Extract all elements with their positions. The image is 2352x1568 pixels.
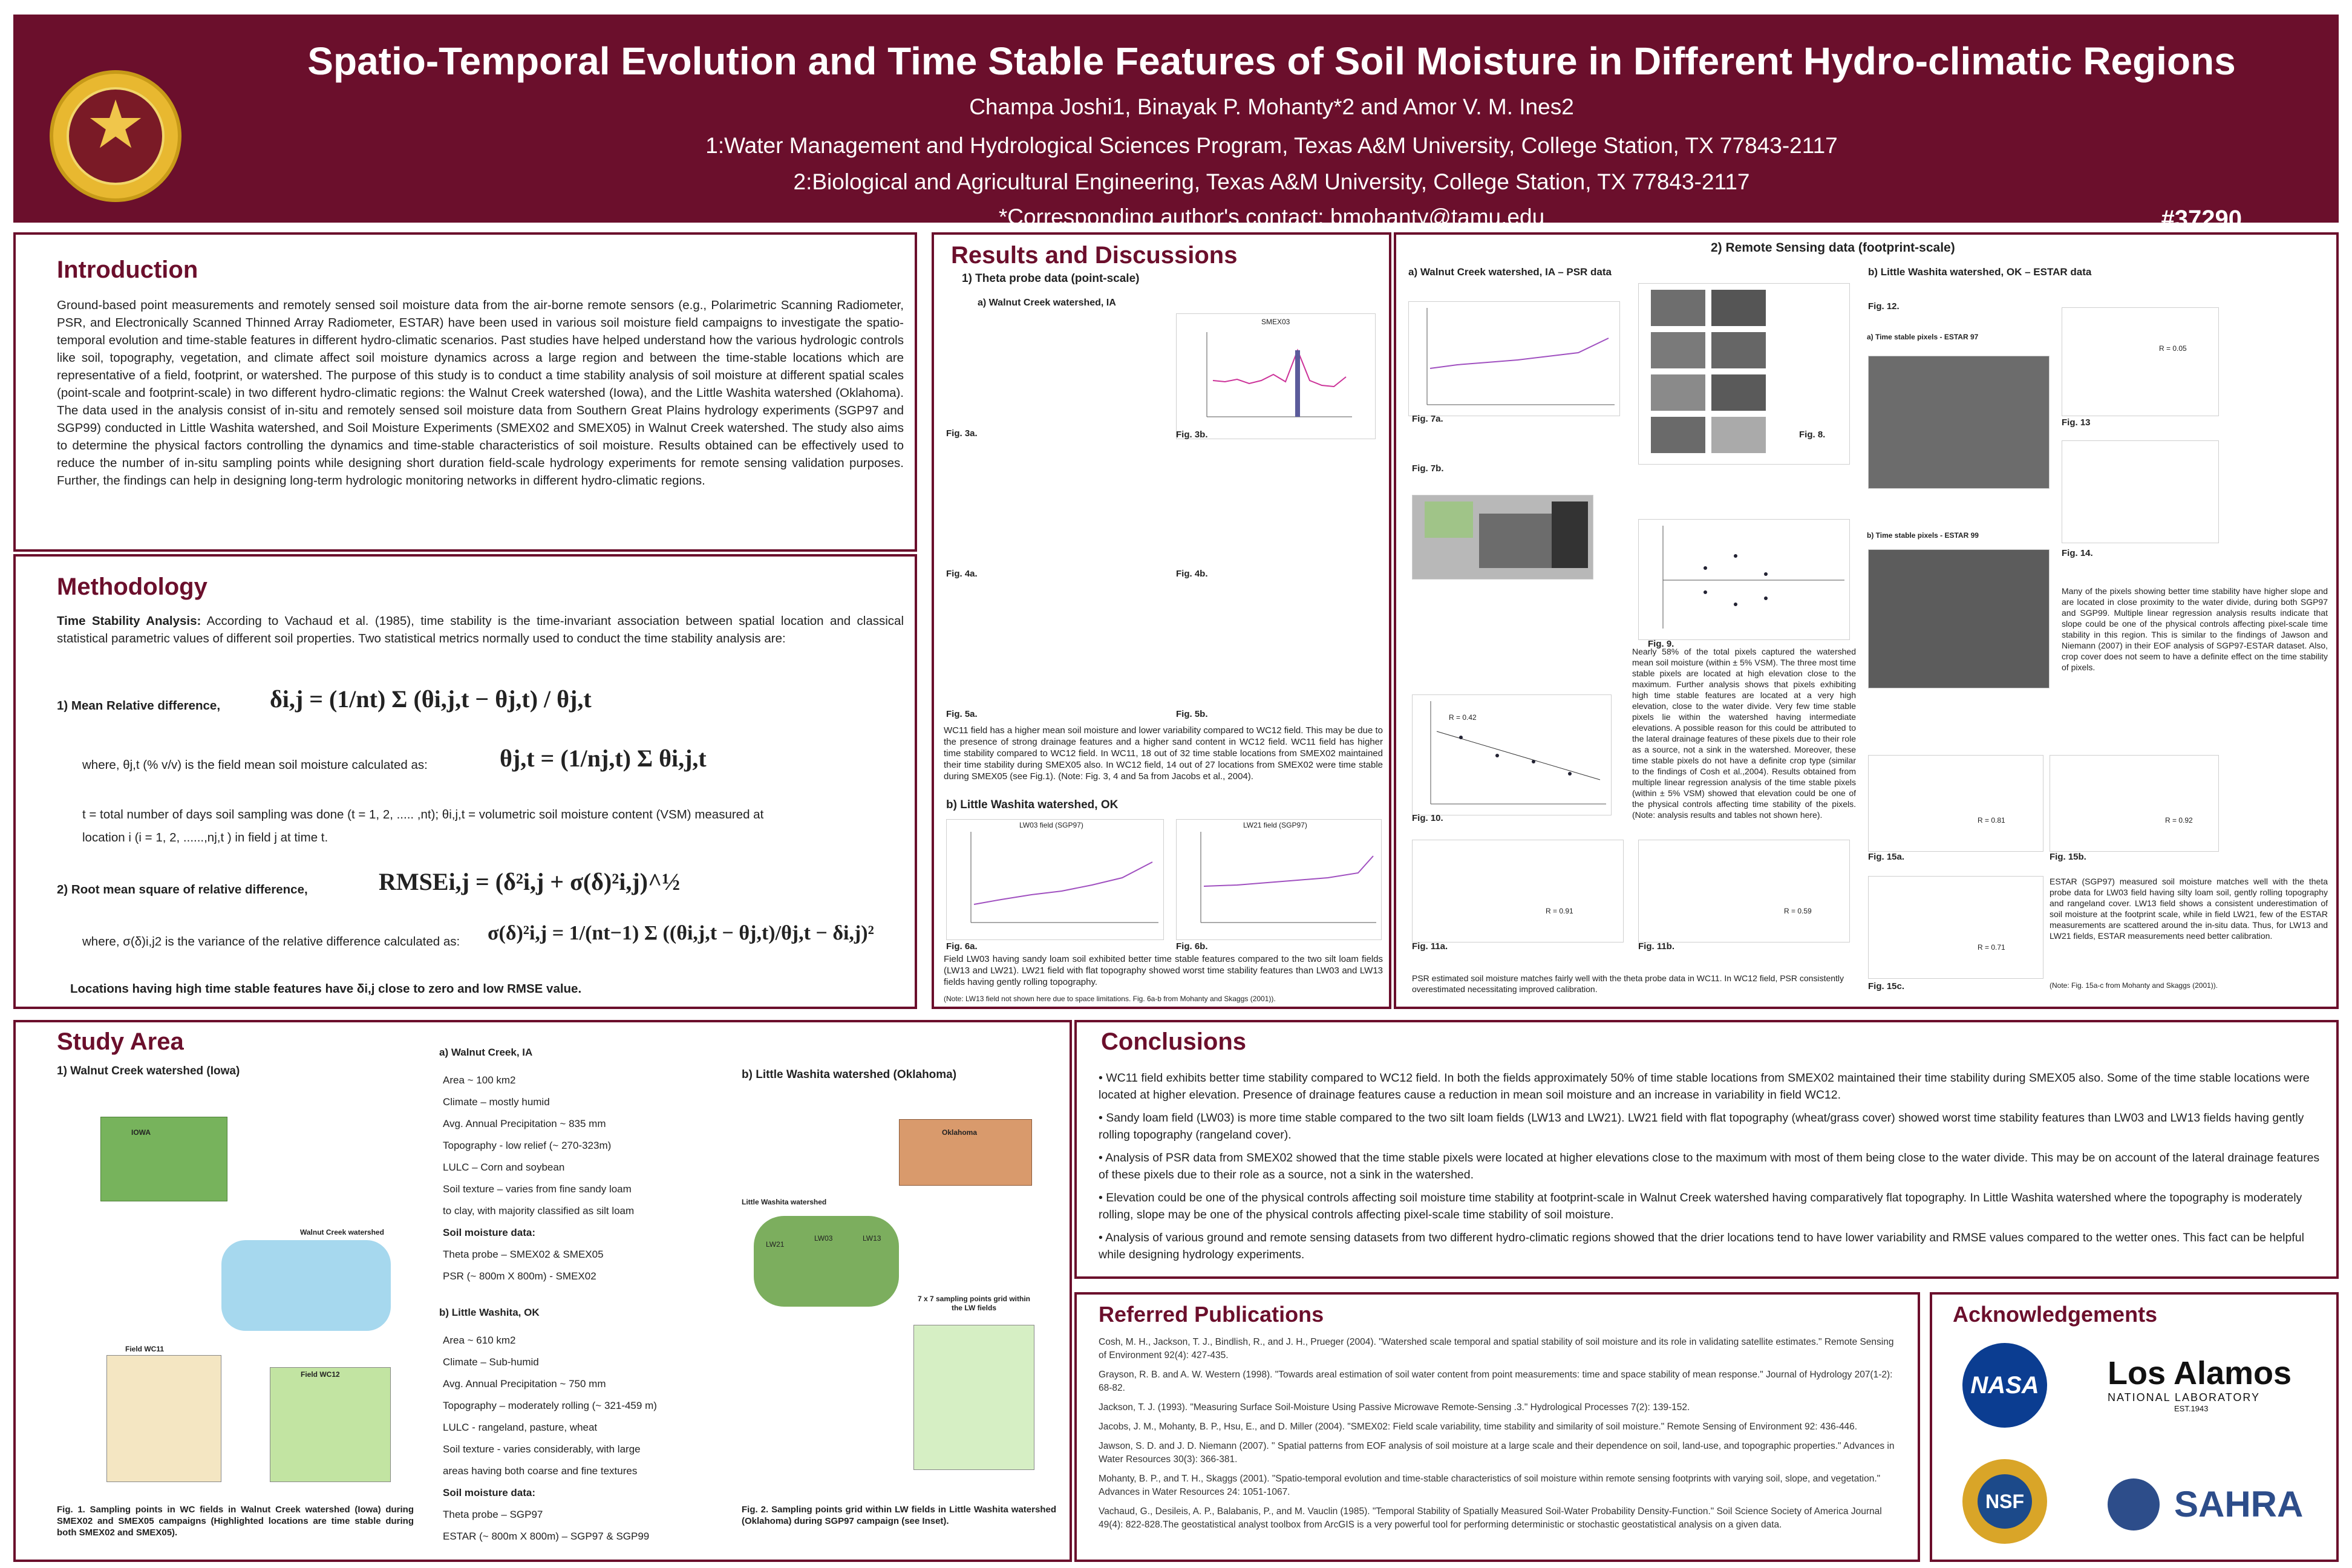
star-icon: ★ <box>85 88 146 162</box>
acknowledgements-panel <box>1930 1292 2339 1562</box>
washita-fact: Soil texture - varies considerably, with large <box>443 1443 641 1455</box>
fig-11a-chart: R = 0.91 <box>1412 840 1624 942</box>
conclusions-list <box>1099 1070 2327 1269</box>
fig-11a-label: Fig. 11a. <box>1412 941 1448 952</box>
estar-heading: b) Little Washita watershed, OK – ESTAR data <box>1868 266 2092 278</box>
walnut-creek-map-label: Walnut Creek watershed <box>300 1228 384 1236</box>
los-alamos-logo: Los Alamos NATIONAL LABORATORY EST.1943 <box>2108 1355 2292 1413</box>
conclusions-panel <box>1074 1020 2339 1279</box>
fig-9-chart <box>1638 519 1850 640</box>
reference-item: Jawson, S. D. and J. D. Niemann (2007). " Spatial patterns from EOF analysis of soil moisture at a large scale and their dependence on soil, land-use, and topographic properties." Advances in Water Resources 30(3): 366-381. <box>1099 1441 1895 1465</box>
washita-fact: areas having both coarse and fine textures <box>443 1465 638 1477</box>
psr-text-2: PSR estimated soil moisture matches fairly well with the theta probe data in WC11. In WC12 field, PSR consistently overestimated necessitating improved calibration. <box>1412 973 1844 994</box>
washita-fact: ESTAR (~ 800m X 800m) – SGP97 & SGP99 <box>443 1530 650 1542</box>
fig-13-chart: R = 0.05 <box>2062 307 2219 416</box>
results-text-2: Field LW03 having sandy loam soil exhibited better time stable features compared to the two silt loam fields (LW13 and LW21). LW21 field with flat topography showed worst time stability features than LW03 and LW13 fields having gently rolling topography. <box>944 954 1383 987</box>
fig-15a-label: Fig. 15a. <box>1868 852 1905 862</box>
fig-15a-chart: R = 0.81 <box>1868 755 2043 852</box>
fig-15b-chart: R = 0.92 <box>2050 755 2219 852</box>
washita-fact: Avg. Annual Precipitation ~ 750 mm <box>443 1378 606 1390</box>
conclusion-item: • Analysis of various ground and remote sensing datasets from two different hydro-climatic regions showed that the drier locations tend to have lower variability and RMSE values compared to the wetter ones. This fact can be helpful while designing hydrology experiments. <box>1099 1231 2304 1261</box>
oklahoma-map: Oklahoma <box>899 1119 1032 1186</box>
reference-item: Jacobs, J. M., Mohanty, B. P., Hsu, E., and D. Miller (2004). "SMEX02: Field scale variability, time stability and similarity of soil moisture." Remote Sensing of Environment 92: 436-446. <box>1099 1422 1858 1432</box>
fig-8-label: Fig. 8. <box>1799 430 1826 440</box>
walnut-creek-heading: a) Walnut Creek watershed, IA <box>978 298 1116 308</box>
authors: Champa Joshi1, Binayak P. Mohanty*2 and Amor V. M. Ines2 <box>969 94 1574 119</box>
smex03-chart: SMEX03 <box>1176 313 1376 439</box>
poster-header <box>13 15 2339 232</box>
variance-definition: where, σ(δ)i,j2 is the variance of the relative difference calculated as: <box>82 935 460 949</box>
formula-mean-relative-difference: δi,j = (1/nt) Σ (θi,j,t − θj,t) / θj,t <box>270 685 592 713</box>
fig-10-label: Fig. 10. <box>1412 813 1443 823</box>
reference-item: Cosh, M. H., Jackson, T. J., Bindlish, R., and J. H., Prueger (2004). "Watershed scale temporal and spatial stability of soil moisture and its role in validating satellite estimates." Remote Sensing of Environment 92(4): 427-435. <box>1099 1337 1894 1361</box>
fig-15c-chart: R = 0.71 <box>1868 876 2043 979</box>
fig-6b-label: Fig. 6b. <box>1176 941 1208 952</box>
fig-9-label: Fig. 9. <box>1648 639 1674 649</box>
nsf-logo: NSF <box>1956 1459 2053 1550</box>
smex03-chart-plot <box>1177 314 1376 440</box>
fig-11b-label: Fig. 11b. <box>1638 941 1675 952</box>
methodology-intro <box>57 612 904 647</box>
lw03-chart: LW03 field (SGP97) <box>946 819 1164 940</box>
results-panel <box>932 232 1391 1009</box>
fig-3a-label: Fig. 3a. <box>946 428 978 439</box>
fig-7a-chart <box>1408 301 1620 416</box>
walnut-creek-facts-heading: a) Walnut Creek, IA <box>439 1047 533 1058</box>
estar-note: (Note: Fig. 15a-c from Mohanty and Skaggs (2001)). <box>2050 981 2218 990</box>
time-stability-label: Time Stability Analysis: <box>57 614 201 628</box>
washita-fact: LULC - rangeland, pasture, wheat <box>443 1422 598 1433</box>
washita-fact: Climate – Sub-humid <box>443 1356 539 1368</box>
estar97-map <box>1868 356 2050 489</box>
introduction-text: Ground-based point measurements and remotely sensed soil moisture data from the air-borne remote sensors (e.g., Polarimetric Scanning Radiometer, PSR, and Electronically Scanned Thinned Array Radiometer, ESTAR) have been used in various soil moisture field campaigns to investigate the spatio-temporal evolution and time-stable features in different hydro-climatic scenarios. Past studies have helped understand how the various hydrologic controls like soil, topography, vegetation, and climate affect soil moisture dynamics across a large region and between the time-stable locations which are representative of a field, footprint, or watershed. The purpose of this study is to conduct a time stability analysis of soil moisture at different spatial scales (point-scale and footprint-scale) in two different hydro-climatic regions: the Walnut Creek watershed (Iowa), and the Little Washita watershed (Oklahoma). The data used in the analysis consist of in-situ and remotely sensed soil moisture data from Southern Great Plains hydrology experiments (SGP97 and SGP99) conducted in Little Washita watershed, and Soil Moisture Experiments (SMEX02 and SMEX05) in Walnut Creek watershed. The study also aims to determine the physical factors controlling the dynamics and time-stable characteristics of soil moisture. Results obtained can be effectively used to reduce the number of in-situ sampling points while designing short duration field-scale hydrology experiments for remote sensing validation purposes. Further, the findings can help in designing long-term hydrologic monitoring networks in different hydro-climatic regions. <box>57 298 904 488</box>
time-stability-text: According to Vachaud et al. (1985), time stability is the time-invariant association between spatial location and classical statistical parametric values of different soil properties. Two statistical metrics normally used to conduct the time stability analysis are: <box>57 614 904 645</box>
grid-label: 7 x 7 sampling points grid within the LW fields <box>917 1295 1031 1312</box>
fig-10-chart: R = 0.42 <box>1412 694 1612 815</box>
conclusion-item: • Sandy loam field (LW03) is more time stable compared to the two silt loam fields (LW13 and LW21). LW21 field with flat topography (wheat/grass cover) showed worst time stability features than LW03 and LW13 fields having gently rolling topography (rangeland cover). <box>1099 1111 2304 1142</box>
walnut-fact: Topography - low relief (~ 270-323m) <box>443 1140 612 1151</box>
walnut-creek-watershed-shape <box>221 1240 391 1331</box>
references-list <box>1099 1336 1903 1538</box>
fig-1-caption: Fig. 1. Sampling points in WC fields in Walnut Creek watershed (Iowa) during SMEX02 and SMEX05 campaigns (Highlighted locations are time stable during both SMEX02 and SMEX05). <box>57 1504 414 1538</box>
walnut-fact: Climate – mostly humid <box>443 1096 550 1108</box>
fig-13-label: Fig. 13 <box>2062 417 2091 428</box>
conclusion-item: • WC11 field exhibits better time stability compared to WC12 field. In both the fields approximately 50% of time stable locations from SMEX02 maintained their time stability during SMEX05 also. Some of the time stable locations were located at higher elevation. Presence of drainage features cause a reduction in mean soil moisture and an increase in variability in field WC12. <box>1099 1071 2310 1102</box>
little-washita-heading: b) Little Washita watershed, OK <box>946 799 1119 811</box>
formula-field-mean: θj,t = (1/nj,t) Σ θi,j,t <box>500 745 707 772</box>
little-washita-facts-heading: b) Little Washita, OK <box>439 1307 540 1318</box>
acknowledgements-title: Acknowledgements <box>1953 1302 2158 1327</box>
affiliation-2: 2:Biological and Agricultural Engineering, Texas A&M University, College Station, TX 77843-2117 <box>793 169 1750 194</box>
fig-5b-label: Fig. 5b. <box>1176 709 1208 719</box>
field-wc12-map: Field WC12 <box>270 1367 391 1482</box>
estar-text: Many of the pixels showing better time stability have higher slope and are located in close proximity to the water divide, during both SGP97 and SGP99. Multiple linear regression analysis results indicate that slope could be one of the physical controls affecting pixel-scale time stability in this region. This is similar to the findings of Jawson and Niemann (2007) in their EOF analysis of SGP97-ESTAR dataset. Also, crop cover does not seem to have a definite effect on the time stability of pixels. <box>2062 586 2328 672</box>
walnut-fact: Area ~ 100 km2 <box>443 1074 516 1086</box>
remote-sensing-panel <box>1394 232 2339 1009</box>
washita-fact: Topography – moderately rolling (~ 321-459 m) <box>443 1400 657 1411</box>
walnut-fact: LULC – Corn and soybean <box>443 1161 565 1173</box>
field-wc11-map: Field WC11 <box>106 1355 221 1482</box>
introduction-title: Introduction <box>57 256 198 283</box>
little-washita-facts <box>443 1330 657 1547</box>
reference-item: Grayson, R. B. and A. W. Western (1998). "Towards areal estimation of soil water content from point measurements: time and space stability of mean response." Journal of Hydrology 207(1-2): 68-82. <box>1099 1370 1893 1393</box>
walnut-fact: PSR (~ 800m X 800m) - SMEX02 <box>443 1270 596 1282</box>
lw-watershed-map-label: Little Washita watershed <box>742 1198 827 1206</box>
methodology-title: Methodology <box>57 573 207 600</box>
fig-11b-chart: R = 0.59 <box>1638 840 1850 942</box>
results-text-1: WC11 field has a higher mean soil moisture and lower variability compared to WC12 field. This may be due to the presence of strong drainage features and a higher sand content in WC12 field. WC11 field has higher time stability compared to WC12 field. In WC11, 18 out of 32 time stable locations from SMEX02 maintained their time stability during SMEX05 also. In WC12 field, 14 out of 27 locations from SMEX02 were time stable during SMEX05 (see Fig.1). (Note: Fig. 3, 4 and 5a from Jacobs et al., 2004). <box>944 725 1383 782</box>
estar97-label: a) Time stable pixels - ESTAR 97 <box>1867 333 1979 341</box>
psr-text: Nearly 58% of the total pixels captured the watershed mean soil moisture (within ± 5% VSM). The three most time stable pixels are located at high elevation close to the maximum. Further analysis shows that pixels exhibiting high time stable features are located at a very high elevation, close to the water divide. Very few time stable pixels lie within the watershed having intermediate elevations. A possible reason for this could be attributed to the lateral drainage features of these pixels due to their role as a source, not a sink in the watershed. Moreover, these time stable pixels do not have a definite crop type (similar to the findings of Cosh et al.,2004). Results obtained from multiple linear regression analysis of the time stable pixels (within ± 5% VSM) showed that elevation could be one of the physical controls affecting time stability of the pixels. (Note: analysis results and tables not shown here). <box>1632 647 1856 820</box>
walnut-creek-map-heading: 1) Walnut Creek watershed (Iowa) <box>57 1065 240 1077</box>
iowa-map: IOWA <box>100 1117 227 1201</box>
estar99-map <box>1868 549 2050 688</box>
fig-7a-label: Fig. 7a. <box>1412 414 1443 424</box>
fig-14-label: Fig. 14. <box>2062 548 2093 558</box>
poster-title: Spatio-Temporal Evolution and Time Stable Features of Soil Moisture in Different Hydro-climatic Regions <box>307 39 2236 83</box>
fig-5a-label: Fig. 5a. <box>946 709 978 719</box>
study-area-panel <box>13 1020 1072 1562</box>
estar-text-2: ESTAR (SGP97) measured soil moisture matches well with the theta probe data for LW03 field having silty loam soil, gently rolling topography and rangeland cover. LW13 field shows a consistent underestimation of soil moisture at the footprint scale, while in field LW21, few of the ESTAR measurements are scattered around the in-situ data. Thus, for LW13 and LW21 fields, ESTAR measurements need better calibration. <box>2050 877 2328 941</box>
conclusion-item: • Elevation could be one of the physical controls affecting soil moisture time stability at footprint-scale in Walnut Creek watershed having comparatively flat topography. In Little Washita watershed where the topography is moderately rolling, slope may be one of the physical controls affecting pixel-scale time stability of soil moisture. <box>1099 1191 2302 1221</box>
washita-fact: Soil moisture data: <box>443 1487 536 1498</box>
fig-14-chart <box>2062 440 2219 543</box>
fig-15b-label: Fig. 15b. <box>2050 852 2086 862</box>
affiliation-1: 1:Water Management and Hydrological Sciences Program, Texas A&M University, College Station, TX 77843-2117 <box>705 133 1838 158</box>
fig-3b-label: Fig. 3b. <box>1176 430 1208 440</box>
contact-email[interactable]: *Corresponding author's contact: bmohanty@tamu.edu <box>998 204 1545 229</box>
conclusion-item: • Analysis of PSR data from SMEX02 showed that the time stable pixels were located at higher elevations close to the maximum with most of them being close to the water divide. This may be on account of the lateral drainage features of these pixels due to their role as a source, not a sink in the watershed. <box>1099 1151 2320 1181</box>
walnut-fact: Theta probe – SMEX02 & SMEX05 <box>443 1249 604 1260</box>
introduction-panel <box>13 232 917 552</box>
reference-item: Mohanty, B. P., and T. H., Skaggs (2001). "Spatio-temporal evolution and time-stable characteristics of soil moisture within remote sensing footprints with varying soil, slope, and vegetation." Advances in Water Resources 24: 1051-1067. <box>1099 1474 1881 1497</box>
walnut-fact: to clay, with majority classified as silt loam <box>443 1205 635 1217</box>
references-panel <box>1074 1292 1920 1562</box>
formula-variance: σ(δ)²i,j = 1/(nt−1) Σ ((θi,j,t − θj,t)/θj,t − δi,j)² <box>488 922 874 944</box>
field-mean-definition: where, θj,t (% v/v) is the field mean soil moisture calculated as: <box>82 758 428 772</box>
lw21-chart: LW21 field (SGP97) <box>1176 819 1382 940</box>
fig-7b-label: Fig. 7b. <box>1412 463 1444 474</box>
washita-fact: Area ~ 610 km2 <box>443 1334 516 1346</box>
fig-4b-label: Fig. 4b. <box>1176 569 1208 579</box>
mean-relative-difference-label: 1) Mean Relative difference, <box>57 699 221 713</box>
walnut-fact: Soil texture – varies from fine sandy loam <box>443 1183 632 1195</box>
fig-6a-label: Fig. 6a. <box>946 941 978 952</box>
walnut-fact: Soil moisture data: <box>443 1227 536 1238</box>
theta-probe-heading: 1) Theta probe data (point-scale) <box>962 272 1140 285</box>
reference-item: Vachaud, G., Desileis, A. P., Balabanis, P., and M. Vauclin (1985). "Temporal Stability of Spatially Measured Soil-Water Probability Density-Function." Soil Science Society of America Journal 49(4): 822-828.The geostatistical analyst toolbox from ArcGIS is a very powerful tool for performing deterministic or stochastic geostatistical analysis on a given data. <box>1099 1506 1882 1530</box>
methodology-panel <box>13 554 917 1009</box>
rmse-label: 2) Root mean square of relative difference, <box>57 883 308 897</box>
fig-2-caption: Fig. 2. Sampling points grid within LW fields in Little Washita watershed (Oklahoma) during SGP97 campaign (see Inset). <box>742 1504 1056 1526</box>
formula-rmse: RMSEi,j = (δ²i,j + σ(δ)²i,j)^½ <box>379 868 681 895</box>
references-title: Referred Publications <box>1099 1302 1324 1327</box>
little-washita-watershed-shape: LW21 LW03 LW13 <box>754 1216 899 1307</box>
psr-heading: a) Walnut Creek watershed, IA – PSR data <box>1408 266 1612 278</box>
results-title: Results and Discussions <box>951 242 1238 269</box>
washita-fact: Theta probe – SGP97 <box>443 1509 543 1520</box>
study-area-title: Study Area <box>57 1028 184 1055</box>
fig-12-label: Fig. 12. <box>1868 301 1900 312</box>
tamu-seal-logo <box>50 70 181 202</box>
reference-item: Jackson, T. J. (1993). "Measuring Surface Soil-Moisture Using Passive Microwave Remote-Sensing .3." Hydrological Processes 7(2): 139-152. <box>1099 1402 1690 1413</box>
fig-7b-map <box>1412 495 1593 580</box>
little-washita-map-heading: b) Little Washita watershed (Oklahoma) <box>742 1068 957 1081</box>
lw21-chart-plot <box>1177 820 1382 941</box>
fig-15c-label: Fig. 15c. <box>1868 981 1905 991</box>
fig-4a-label: Fig. 4a. <box>946 569 978 579</box>
sampling-grid-inset <box>913 1325 1034 1470</box>
estar99-label: b) Time stable pixels - ESTAR 99 <box>1867 531 1979 540</box>
methodology-conclusion: Locations having high time stable features have δi,j close to zero and low RMSE value. <box>70 982 582 996</box>
location-definition: location i (i = 1, 2, ......,nj,t ) in field j at time t. <box>82 831 328 844</box>
results-note-2: (Note: LW13 field not shown here due to space limitations. Fig. 6a-b from Mohanty and Skaggs (2001)). <box>944 995 1276 1003</box>
poster-id: #37290 <box>2161 206 2242 232</box>
lw03-chart-plot <box>947 820 1165 941</box>
nasa-logo: NASA <box>1956 1343 2053 1428</box>
sahra-logo: SAHRA <box>2108 1476 2325 1537</box>
t-definition: t = total number of days soil sampling was done (t = 1, 2, ..... ,nt); θi,j,t = volumetric soil moisture content (VSM) measured at <box>82 808 764 822</box>
walnut-fact: Avg. Annual Precipitation ~ 835 mm <box>443 1118 606 1129</box>
remote-sensing-title: 2) Remote Sensing data (footprint-scale) <box>1711 241 1955 255</box>
conclusions-title: Conclusions <box>1101 1028 1247 1055</box>
walnut-creek-facts <box>443 1070 634 1287</box>
